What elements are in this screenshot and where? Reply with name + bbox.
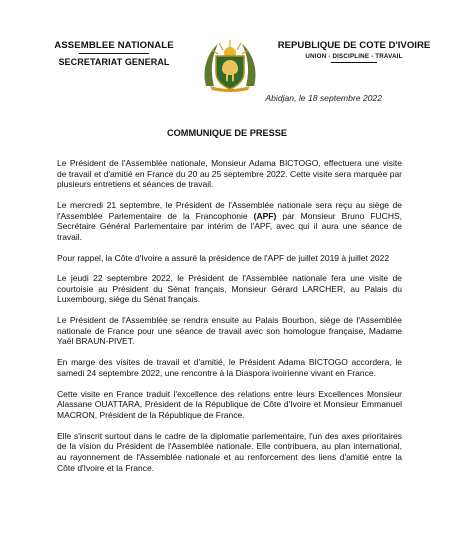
paragraph-reminder: Pour rappel, la Côte d'Ivoire a assuré la présidence de l'APF de juillet 2019 à juillet 2022	[57, 252, 390, 263]
paragraph-relations: Cette visite en France traduit l'excellence des relations entre leurs Excellences Monsieur Alassane OUATTARA, Président de la République de Côte d'Ivoire et Monsieur Emmanuel MACRON, Président de la République de France.	[57, 388, 402, 420]
paragraph-senate: Le jeudi 22 septembre 2022, le Président de l'Assemblée nationale fera une visite de courtoisie au Président du Sénat français, Monsieur Gérard LARCHER, au Palais du Luxembourg, siège du Sénat français.	[57, 273, 402, 305]
republic-block	[268, 40, 440, 63]
issuer-title: ASSEMBLEE NATIONALE	[54, 40, 174, 51]
paragraph-apf-text: Le mercredi 21 septembre, le Président de l'Assemblée nationale sera reçu au siège de l'Assemblée Parlementaire de la Francophonie	[57, 200, 402, 221]
paragraph-diaspora: En marge des visites de travail et d'amitié, le Président Adama BICTOGO accordera, le samedi 24 septembre 2022, une rencontre à la Diaspora ivoirienne vivant en France.	[57, 357, 402, 378]
issuer-subtitle: SECRETARIAT GENERAL	[58, 57, 170, 67]
paragraph-apf	[57, 200, 402, 242]
document-date: Abidjan, le 18 septembre 2022	[265, 93, 382, 103]
paragraph-visit: Le Président de l'Assemblée nationale, Monsieur Adama BICTOGO, effectuera une visite de travail et d'amitié en France du 20 au 25 septembre 2022. Cette visite sera marquée par plusieurs entretiens et séances de travail.	[57, 158, 402, 190]
paragraph-apf-text-end: par Monsieur Bruno FUCHS, Secrétaire Général Parlementaire par intérim de l'APF, avec qui il aura une séance de travail.	[57, 210, 402, 242]
republic-divider	[331, 62, 377, 63]
republic-motto: UNION - DISCIPLINE - TRAVAIL	[305, 53, 403, 60]
issuer-divider	[79, 53, 149, 54]
document-title: COMMUNIQUE DE PRESSE	[167, 128, 287, 138]
paragraph-bourbon: Le Président de l'Assemblée se rendra ensuite au Palais Bourbon, siège de l'Assemblée nationale de France pour une séance de travail avec son homologue française, Madame Yaël BRAUN-PIVET.	[57, 315, 402, 347]
republic-title: REPUBLIQUE DE COTE D'IVOIRE	[277, 40, 431, 51]
issuer-block	[34, 40, 194, 67]
document-body	[57, 158, 402, 484]
paragraph-diplomacy: Elle s'inscrit surtout dans le cadre de la diplomatie parlementaire, l'un des axes prioritaires de la vision du Président de l'Assemblée nationale. Elle contribuera, au plan international, au rayonnement de l'Assemblée nationale et au renforcement des liens d'amitié entre la Côte d'Ivoire et la France.	[57, 430, 402, 473]
apf-acronym: (APF)	[253, 210, 277, 221]
coat-of-arms-icon	[200, 36, 260, 92]
